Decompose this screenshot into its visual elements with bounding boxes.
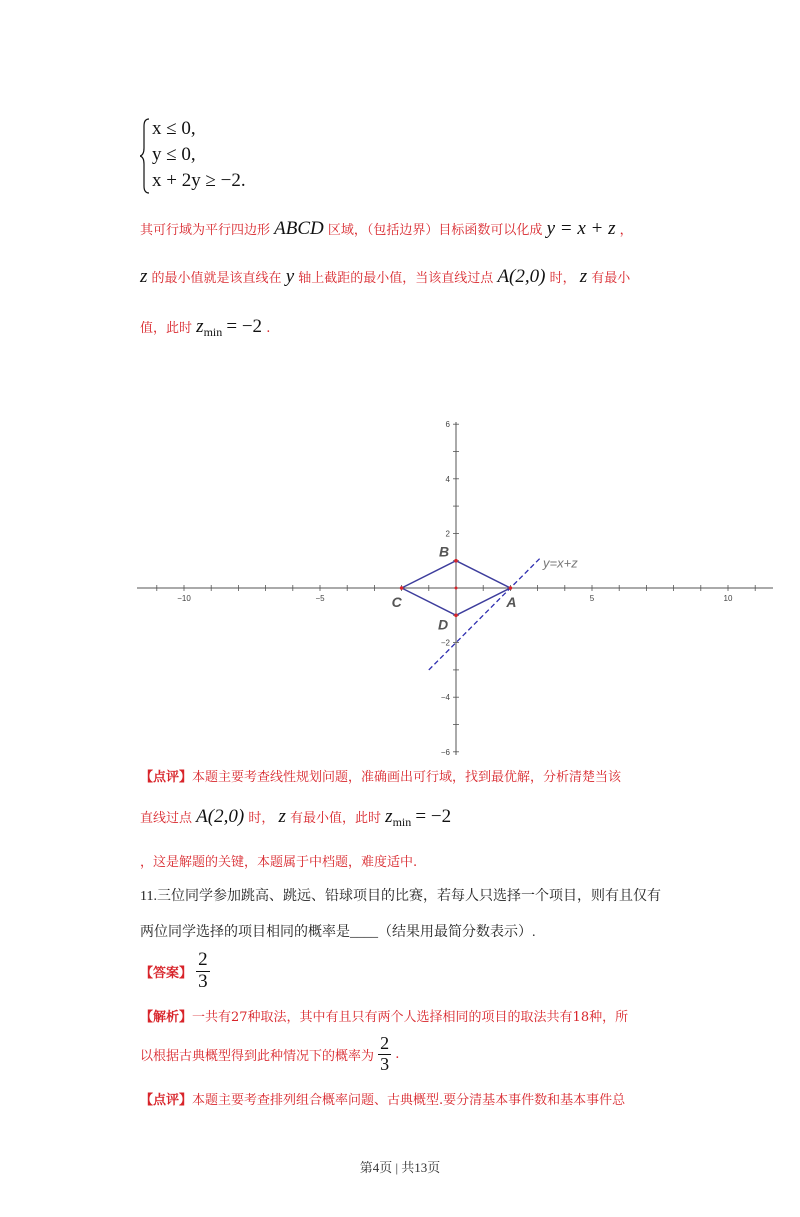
text: 轴上截距的最小值，当该直线过点 (298, 271, 494, 286)
solution-line-1 (140, 218, 633, 240)
analysis-line-1 (140, 1006, 628, 1025)
text: 其可行域为平行四边形 (140, 223, 271, 238)
math-point-a: A(2,0) (497, 266, 546, 287)
comment-2-line-1 (140, 1089, 625, 1108)
math-abcd: ABCD (274, 218, 324, 239)
fraction-numerator: 2 (380, 1033, 390, 1053)
answer-fraction (196, 950, 210, 993)
inequality-1: x ≤ 0, (152, 118, 196, 139)
x-tick-label: −5 (315, 594, 325, 603)
page-footer: 第4页 | 共13页 (359, 1160, 441, 1175)
math-objective: y = x + z (546, 218, 616, 239)
text: 时， (549, 271, 576, 286)
line-label: y=x+z (543, 555, 578, 571)
text: 有最小 (591, 271, 631, 286)
inequality-3: x + 2y ≥ −2. (152, 170, 246, 191)
solution-line-3 (140, 316, 270, 340)
text: 时， (248, 811, 275, 826)
origin-point (455, 587, 458, 590)
vertex-point-d (454, 614, 458, 618)
point-label-a: A (506, 594, 517, 610)
text: 直线过点 (140, 811, 193, 826)
comment-tag: 【点评】 (140, 1093, 193, 1108)
math-value: = −2 (415, 806, 452, 827)
comment-1-line-1 (140, 766, 621, 785)
coordinate-figure (0, 400, 800, 770)
text: . (395, 1046, 400, 1062)
comment-1-line-2 (140, 806, 451, 830)
y-tick-label: −6 (440, 747, 450, 757)
math-value: = −2 (226, 316, 263, 337)
vertex-point-c (400, 586, 404, 590)
math-z: z (579, 266, 588, 287)
y-tick-label: −4 (440, 693, 450, 703)
math-z: z (140, 266, 148, 287)
text: ， (619, 223, 633, 238)
fraction-numerator: 2 (198, 949, 208, 970)
text: 的最小值就是该直线在 (151, 271, 282, 286)
fraction-denominator: 3 (380, 1053, 390, 1074)
text: 有最小值，此时 (290, 811, 382, 826)
subscript-min: min (392, 815, 412, 829)
text: 以根据古典概型得到此种情况下的概率为 (140, 1048, 375, 1064)
math-z: z (278, 806, 286, 827)
math-z: z (196, 316, 204, 337)
text: 值，此时 (140, 321, 193, 336)
vertex-point-b (454, 559, 458, 563)
point-label-c: C (391, 594, 402, 610)
x-tick-label: −10 (177, 594, 191, 603)
text: 本题主要考查排列组合概率问题、古典概型.要分清基本事件数和基本事件总 (192, 1093, 626, 1108)
analysis-fraction (378, 1034, 391, 1075)
point-label-d: D (438, 616, 449, 633)
question-11-line-2: 两位同学选择的项目相同的概率是____（结果用最简分数表示）. (140, 925, 536, 940)
comment-tag: 【点评】 (140, 770, 193, 785)
point-label-b: B (439, 543, 450, 560)
answer-line (140, 950, 210, 993)
y-tick-label: 4 (445, 474, 450, 484)
analysis-tag: 【解析】 (140, 1010, 193, 1025)
y-tick-label: −2 (440, 638, 450, 648)
text: 本题主要考查线性规划问题，准确画出可行域，找到最优解，分析清楚当该 (192, 770, 622, 785)
solution-line-2 (140, 266, 630, 288)
y-tick-label: 6 (445, 420, 450, 430)
inequality-2: y ≤ 0, (152, 144, 196, 165)
comment-1-line-3 (140, 851, 417, 870)
vertex-point-a (509, 586, 513, 590)
text: . (266, 321, 271, 336)
subscript-min: min (203, 325, 223, 339)
math-y: y (285, 266, 295, 287)
text: 区域，（包括边界）目标函数可以化成 (327, 223, 543, 238)
math-point-a: A(2,0) (196, 806, 245, 827)
x-tick-label: 10 (723, 594, 733, 603)
y-tick-label: 2 (445, 529, 450, 539)
answer-tag: 【答案】 (140, 965, 193, 981)
fraction-denominator: 3 (198, 970, 208, 992)
x-tick-label: 5 (589, 594, 595, 603)
left-brace (140, 118, 150, 194)
analysis-line-2 (140, 1034, 399, 1075)
text: 一共有27种取法，其中有且只有两个人选择相同的项目的取法共有18种，所 (192, 1010, 629, 1025)
question-11-line-1: 11.三位同学参加跳高、跳远、铅球项目的比赛，若每人只选择一个项目，则有且仅有 (140, 889, 661, 904)
text: ，这是解题的关键，本题属于中档题，难度适中. (140, 855, 418, 870)
math-z: z (385, 806, 393, 827)
